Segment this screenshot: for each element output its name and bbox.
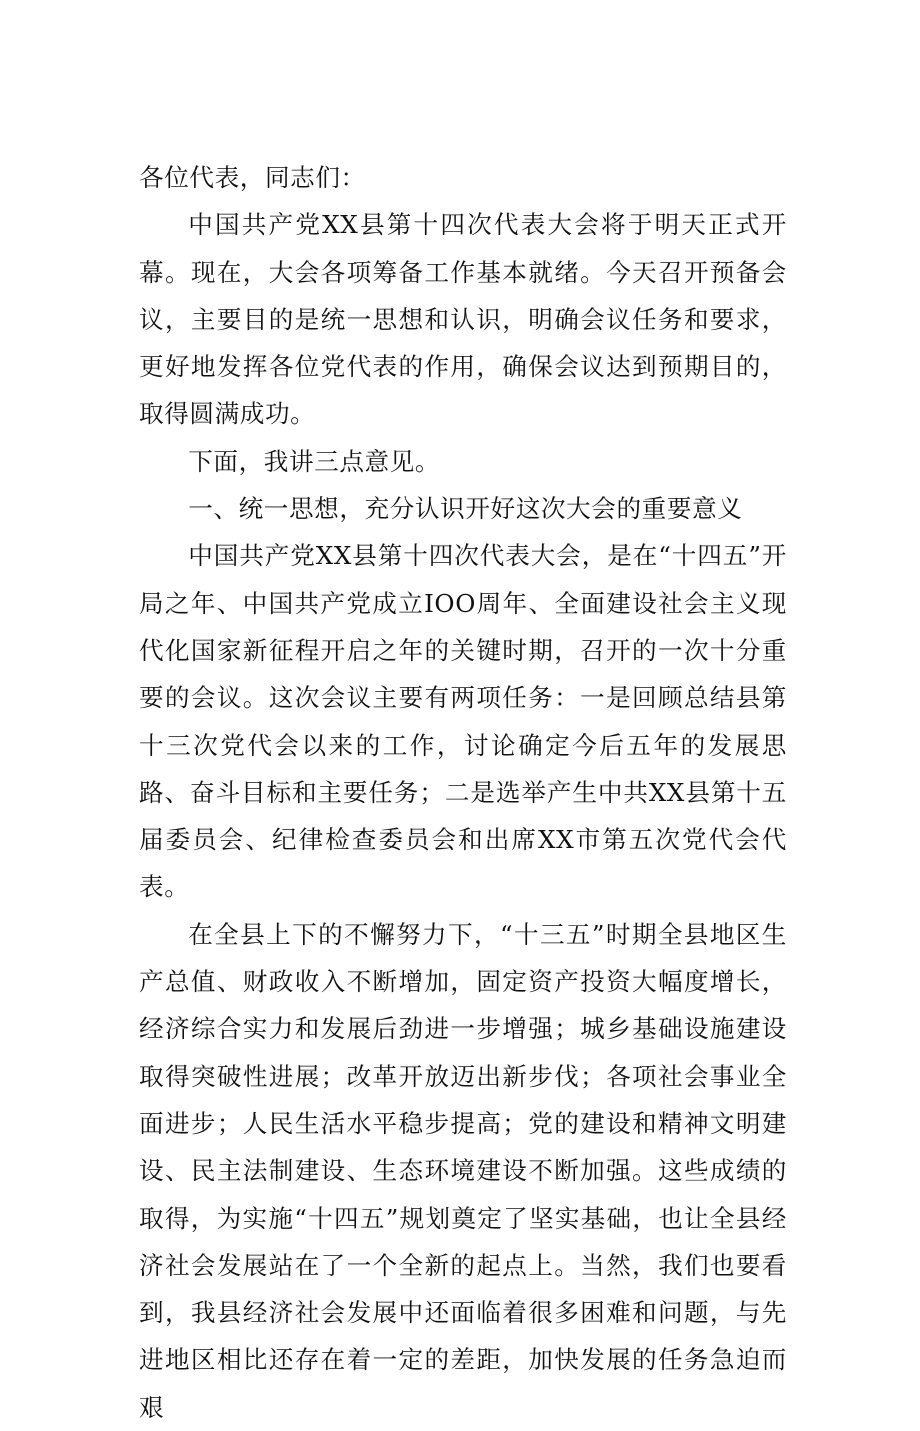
section-heading-1: 一、统一思想，充分认识开好这次大会的重要意义: [188, 494, 743, 524]
paragraph-opening: 中国共产党XX县第十四次代表大会将于明天正式开幕。现在，大会各项筹备工作基本就绪。今天召开预备会议，主要目的是统一思想和认识，明确会议任务和要求，更好地发挥各位党代表的作用，确保会议达到预期目的，取得圆满成功。: [139, 210, 787, 429]
paragraph-intro: 下面，我讲三点意见。: [188, 446, 441, 476]
paragraph-achievements: 在全县上下的不懈努力下，“十三五”时期全县地区生产总值、财政收入不断增加，固定资产投资大幅度增长，经济综合实力和发展后劲进一步增强；城乡基础设施建设取得突破性进展；改革开放迈出新步伐；各项社会事业全面进步；人民生活水平稳步提高；党的建设和精神文明建设、民主法制建设、生态环境建设不断加强。这些成绩的取得，为实施“十四五”规划奠定了坚实基础，也让全县经济社会发展站在了一个全新的起点上。当然，我们也要看到，我县经济社会发展中还面临着很多困难和问题，与先进地区相比还存在着一定的差距，加快发展的任务急迫而艰: [139, 919, 787, 1422]
paragraph-congress-tasks: 中国共产党XX县第十四次代表大会，是在“十四五”开局之年、中国共产党成立IOO周年、全面建设社会主义现代化国家新征程开启之年的关键时期，召开的一次十分重要的会议。这次会议主要有两项任务：一是回顾总结县第十三次党代会以来的工作，讨论确定今后五年的发展思路、奋斗目标和主要任务；二是选举产生中共XX县第十五届委员会、纪律检查委员会和出席XX市第五次党代会代表。: [139, 541, 787, 902]
speech-body: [139, 154, 787, 1431]
salutation: 各位代表，同志们：: [139, 163, 366, 192]
